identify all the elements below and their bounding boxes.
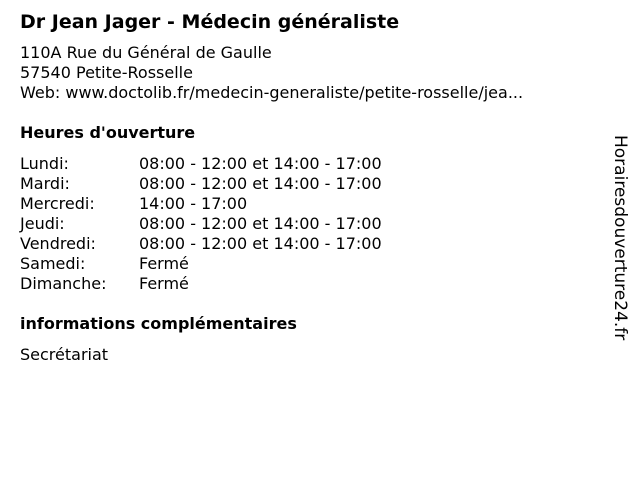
hours-day: Dimanche: — [20, 274, 107, 293]
hours-time: Fermé — [139, 274, 189, 293]
hours-time: Fermé — [139, 254, 189, 273]
opening-hours-table — [20, 154, 382, 294]
hours-time: 08:00 - 12:00 et 14:00 - 17:00 — [139, 214, 382, 233]
hours-row — [20, 254, 382, 274]
hours-day: Lundi: — [20, 154, 69, 173]
hours-day: Samedi: — [20, 254, 86, 273]
hours-row — [20, 234, 382, 254]
additional-info-heading: informations complémentaires — [20, 314, 297, 333]
opening-hours-heading: Heures d'ouverture — [20, 123, 196, 142]
hours-row — [20, 174, 382, 194]
address-block — [20, 43, 523, 103]
hours-time: 14:00 - 17:00 — [139, 194, 248, 213]
hours-time: 08:00 - 12:00 et 14:00 - 17:00 — [139, 174, 382, 193]
page-title: Dr Jean Jager - Médecin généraliste — [20, 11, 400, 33]
address-city: 57540 Petite-Rosselle — [20, 63, 193, 82]
hours-day: Vendredi: — [20, 234, 96, 253]
hours-day: Mercredi: — [20, 194, 95, 213]
hours-day: Mardi: — [20, 174, 70, 193]
hours-row — [20, 214, 382, 234]
address-street: 110A Rue du Général de Gaulle — [20, 43, 272, 62]
site-watermark: Horairesdouverture24.fr — [610, 135, 630, 341]
hours-row — [20, 154, 382, 174]
hours-row — [20, 274, 382, 294]
hours-day: Jeudi: — [20, 214, 65, 233]
hours-time: 08:00 - 12:00 et 14:00 - 17:00 — [139, 234, 382, 253]
additional-info-text: Secrétariat — [20, 345, 109, 364]
hours-row — [20, 194, 382, 214]
hours-time: 08:00 - 12:00 et 14:00 - 17:00 — [139, 154, 382, 173]
address-web: Web: www.doctolib.fr/medecin-generaliste/petite-rosselle/jea... — [20, 83, 524, 102]
